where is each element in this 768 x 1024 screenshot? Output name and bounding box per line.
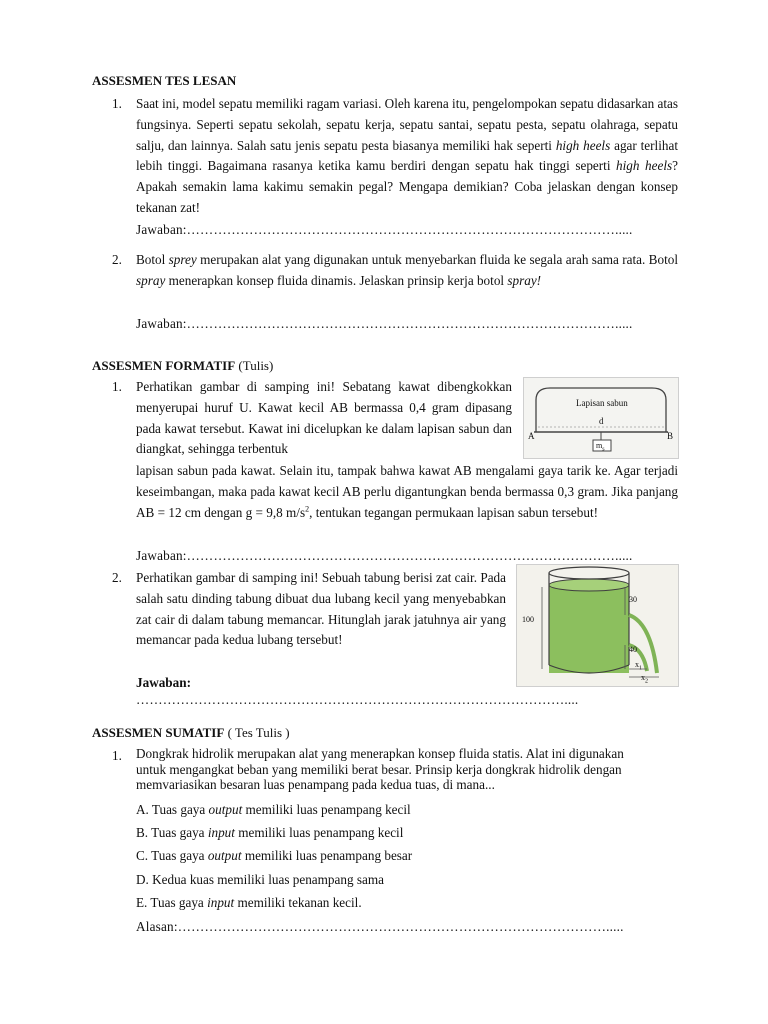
liquid <box>549 585 629 673</box>
jet-upper <box>629 615 657 673</box>
section-title-sumatif: ASSESMEN SUMATIF ( Tes Tulis ) <box>92 725 290 740</box>
option-c[interactable]: C. Tuas gaya output memiliki luas penampang besar <box>136 848 413 863</box>
question-text-formatif-2: Perhatikan gambar di samping ini! Sebuah tabung berisi zat cair. Pada salah satu dinding tabung dibuat dua lubang kecil yang menyebabkan zat cair di dalam tabung memancar. Hitunglah jarak jatuhnya air yang memancar pada kedua lubang tersebut! <box>136 570 506 648</box>
answer-label: Jawaban: <box>136 675 191 690</box>
answer-line: Alasan:……………………………………………………………………………………..... <box>136 919 624 934</box>
question-text-lisan-1: Saat ini, model sepatu memiliki ragam variasi. Oleh karena itu, pengelompokan sepatu didasarkan atas fungsinya. Seperti sepatu sekolah, sepatu kerja, sepatu santai, sepatu pesta, sepatu olahraga, sepatu salju, dan lainnya. Salah satu jenis sepatu pesta biasanya memiliki hak seperti high heels agar terlihat lebih tinggi. Bagaimana rasanya ketika kamu berdiri dengan sepatu hak tinggi seperti high heels? Apakah semakin lama kakimu semakin pegal? Mengapa demikian? Coba jelaskan dengan konsep tekanan zat! <box>136 96 678 215</box>
answer-line: Jawaban:……………………………………………………………………………………..... <box>136 548 633 563</box>
label-40: 40 <box>629 645 637 654</box>
question-number: 1. <box>112 379 122 394</box>
answer-line: Jawaban:……………………………………………………………………………………..... <box>136 222 633 237</box>
section-title-formatif: ASSESMEN FORMATIF (Tulis) <box>92 358 274 373</box>
label-30: 30 <box>629 595 637 604</box>
answer-line: Jawaban:……………………………………………………………………………………..... <box>136 316 633 331</box>
figure-label-a: A <box>528 431 535 441</box>
question-text-formatif-1a: Perhatikan gambar di samping ini! Sebatang kawat dibengkokkan menyerupai huruf U. Kawat kecil AB bermassa 0,4 gram dipasang pada kawat tersebut. Kawat ini dicelupkan ke dalam lapisan sabun dan diangkat, sehingga terbentuk <box>136 379 512 457</box>
question-number: 2. <box>112 252 122 267</box>
figure-label-soap: Lapisan sabun <box>576 398 628 408</box>
option-e[interactable]: E. Tuas gaya input memiliki tekanan kecil. <box>136 895 362 910</box>
question-number: 1. <box>112 748 122 763</box>
option-d[interactable]: D. Kedua kuas memiliki luas penampang sama <box>136 872 384 887</box>
question-text-formatif-1b: lapisan sabun pada kawat. Selain itu, tampak bahwa kawat AB mengalami gaya tarik ke. Agar terjadi keseimbangan, maka pada kawat kecil AB perlu digantungkan benda bermassa 0,3 gram. Jika panjang AB = 12 cm dengan g = 9,8 $m/s^2$, tentukan tegangan permukaan lapisan sabun tersebut! <box>136 463 678 520</box>
label-100: 100 <box>522 615 534 624</box>
soap-film-figure <box>523 377 679 459</box>
figure-label-mass: $m_s$ <box>596 441 605 453</box>
tank-diagram <box>517 565 678 686</box>
option-b[interactable]: B. Tuas gaya input memiliki luas penampang kecil <box>136 825 404 840</box>
liquid-surface <box>549 579 629 591</box>
label-x2: $x_2$ <box>641 673 648 685</box>
question-text-sumatif-1: Dongkrak hidrolik merupakan alat yang menerapkan konsep fluida statis. Alat ini digunakan untuk mengangkat beban yang memiliki berat besar. Prinsip kerja dongkrak hidrolik dengan memvariasikan besaran luas penampang pada kedua tuas, di mana... <box>136 746 624 792</box>
figure-label-d: d <box>599 416 604 426</box>
question-text-lisan-2: Botol sprey merupakan alat yang digunakan untuk menyebarkan fluida ke segala arah sama rata. Botol spray menerapkan konsep fluida dinamis. Jelaskan prinsip kerja botol spray! <box>136 252 678 288</box>
option-a[interactable]: A. Tuas gaya output memiliki luas penampang kecil <box>136 802 411 817</box>
tank-figure <box>516 564 679 687</box>
figure-label-b: B <box>667 431 674 441</box>
question-number: 2. <box>112 570 122 585</box>
tank-rim <box>549 567 629 579</box>
section-title-lisan: ASSESMEN TES LESAN <box>92 73 237 88</box>
question-number: 1. <box>112 96 122 111</box>
label-x1: $x_1$ <box>635 660 642 672</box>
answer-dots: …………………………………………………………………………………….... <box>136 692 579 707</box>
